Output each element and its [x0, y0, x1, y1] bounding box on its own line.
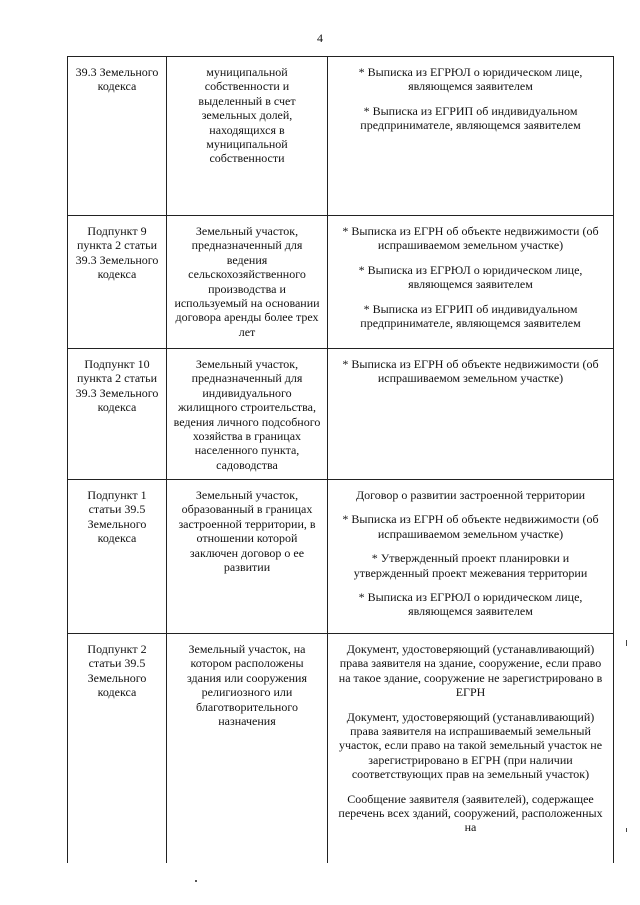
requirements-table	[67, 56, 614, 863]
article-reference: Подпункт 2 статьи 39.5 Земельного кодекса	[87, 642, 147, 700]
scan-speck	[195, 880, 197, 882]
document-item: * Утвержденный проект планировки и утвержденный проект межевания территории	[353, 551, 588, 580]
document-item: * Выписка из ЕГРЮЛ о юридическом лице, являющемся заявителем	[358, 262, 583, 292]
table-row	[68, 57, 614, 216]
document-item: * Выписка из ЕГРН об объекте недвижимости (об испрашиваемом земельном участке)	[342, 224, 599, 253]
required-documents-cell	[328, 57, 614, 216]
land-plot-description-cell	[167, 634, 328, 863]
document-item: * Выписка из ЕГРЮЛ о юридическом лице, являющемся заявителем	[358, 590, 583, 619]
document-item: Документ, удостоверяющий (устанавливающий) права заявителя на здание, сооружение, если право на такое здание, сооружение не зарегистрировано в ЕГРН	[338, 642, 603, 700]
article-reference-cell	[68, 480, 167, 634]
table-row	[68, 480, 614, 634]
page-number: 4	[317, 31, 323, 45]
table-row	[68, 634, 614, 863]
document-item: Сообщение заявителя (заявителей), содержащее перечень всех зданий, сооружений, расположенных на	[338, 791, 603, 835]
required-documents-cell	[328, 634, 614, 863]
required-documents-cell	[328, 480, 614, 634]
land-plot-description-cell	[167, 57, 328, 216]
article-reference: Подпункт 9 пункта 2 статьи 39.3 Земельного кодекса	[75, 224, 159, 282]
article-reference-cell	[68, 634, 167, 863]
document-item: * Выписка из ЕГРН об объекте недвижимости (об испрашиваемом земельном участке)	[342, 512, 599, 541]
document-item: Договор о развитии застроенной территории	[355, 488, 586, 502]
article-reference: Подпункт 10 пункта 2 статьи 39.3 Земельного кодекса	[75, 357, 159, 415]
article-reference-cell	[68, 216, 167, 349]
document-item: * Выписка из ЕГРЮЛ о юридическом лице, являющемся заявителем	[358, 65, 583, 94]
document-item: * Выписка из ЕГРИП об индивидуальном предпринимателе, являющемся заявителем	[360, 301, 581, 331]
scan-edge-mark	[626, 640, 627, 646]
land-plot-description: Земельный участок, на котором расположены здания или сооружения религиозного или благотворительного назначения	[187, 642, 307, 729]
land-plot-description-cell	[167, 349, 328, 480]
land-plot-description-cell	[167, 216, 328, 349]
land-plot-description: муниципальной собственности и выделенный в счет земельных долей, находящихся в муниципальной собственности	[198, 65, 296, 166]
land-plot-description: Земельный участок, образованный в границах застроенной территории, в отношении которой заключен договор о ее развитии	[178, 488, 316, 575]
article-reference: Подпункт 1 статьи 39.5 Земельного кодекса	[87, 488, 147, 546]
required-documents-cell	[328, 349, 614, 480]
scan-edge-mark	[626, 828, 627, 832]
document-item: * Выписка из ЕГРИП об индивидуальном предпринимателе, являющемся заявителем	[360, 103, 581, 133]
article-reference: 39.3 Земельного кодекса	[75, 65, 159, 94]
table-row	[68, 216, 614, 349]
land-plot-description: Земельный участок, предназначенный для ведения сельскохозяйственного производства и используемый на основании договора аренды более трех лет	[174, 224, 320, 339]
document-item: * Выписка из ЕГРН об объекте недвижимости (об испрашиваемом земельном участке)	[342, 357, 599, 386]
required-documents-cell	[328, 216, 614, 349]
article-reference-cell	[68, 57, 167, 216]
land-plot-description: Земельный участок, предназначенный для индивидуального жилищного строительства, ведения личного подсобного хозяйства в границах населенного пункта, садоводства	[173, 357, 321, 472]
document-item: Документ, удостоверяющий (устанавливающий) права заявителя на испрашиваемый земельный участок, если право на такой земельный участок не зарегистрировано в ЕГРН (при наличии соответствующих прав на земельный участок)	[338, 709, 603, 782]
table-row	[68, 349, 614, 480]
article-reference-cell	[68, 349, 167, 480]
land-plot-description-cell	[167, 480, 328, 634]
